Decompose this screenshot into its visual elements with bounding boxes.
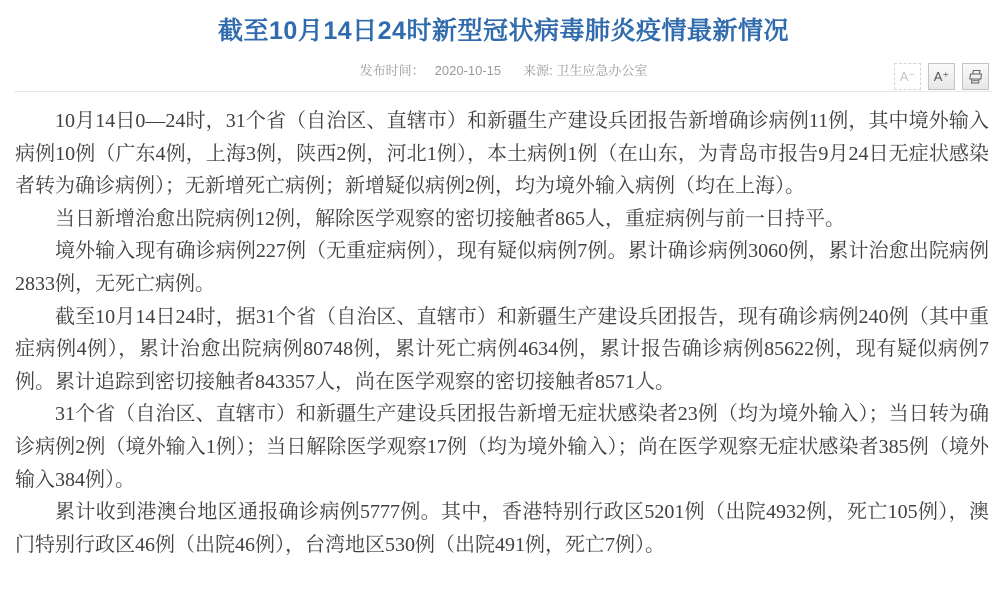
publish-time-label: 发布时间：: [359, 63, 425, 78]
article-header: [0, 0, 1007, 84]
article-meta: [0, 62, 1007, 80]
article-body: [0, 92, 1007, 561]
printer-icon: [967, 69, 984, 85]
article-paragraph: 累计收到港澳台地区通报确诊病例5777例。其中，香港特别行政区5201例（出院4932例，死亡105例），澳门特别行政区46例（出院46例），台湾地区530例（出院491例，死亡7例）。: [15, 501, 989, 556]
article-paragraph: 31个省（自治区、直辖市）和新疆生产建设兵团报告新增无症状感染者23例（均为境外输入）；当日转为确诊病例2例（境外输入1例）；当日解除医学观察17例（均为境外输入）；尚在医学观察无症状感染者385例（境外输入384例）。: [15, 403, 989, 491]
font-print-toolbar: [894, 63, 989, 90]
font-decrease-button[interactable]: A⁻: [894, 63, 921, 90]
article-paragraph: 境外输入现有确诊病例227例（无重症病例），现有疑似病例7例。累计确诊病例3060例，累计治愈出院病例2833例，无死亡病例。: [15, 240, 989, 295]
article-paragraph: 当日新增治愈出院病例12例，解除医学观察的密切接触者865人，重症病例与前一日持平。: [55, 207, 845, 230]
source-value: 卫生应急办公室: [556, 63, 648, 78]
font-increase-button[interactable]: A⁺: [928, 63, 955, 90]
source-label: 来源:: [523, 63, 553, 78]
article-paragraph: 截至10月14日24时，据31个省（自治区、直辖市）和新疆生产建设兵团报告，现有确诊病例240例（其中重症病例4例），累计治愈出院病例80748例，累计死亡病例4634例，累计报告确诊病例85622例，现有疑似病例7例。累计追踪到密切接触者843357人，尚在医学观察的密切接触者8571人。: [15, 305, 989, 393]
article-paragraph: 10月14日0—24时，31个省（自治区、直辖市）和新疆生产建设兵团报告新增确诊病例11例，其中境外输入病例10例（广东4例，上海3例，陕西2例，河北1例），本土病例1例（在山东，为青岛市报告9月24日无症状感染者转为确诊病例）；无新增死亡病例；新增疑似病例2例，均为境外输入病例（均在上海）。: [15, 110, 989, 198]
page-title: 截至10月14日24时新型冠状病毒肺炎疫情最新情况: [218, 17, 789, 45]
print-button[interactable]: [962, 63, 989, 90]
publish-date: 2020-10-15: [434, 63, 502, 78]
